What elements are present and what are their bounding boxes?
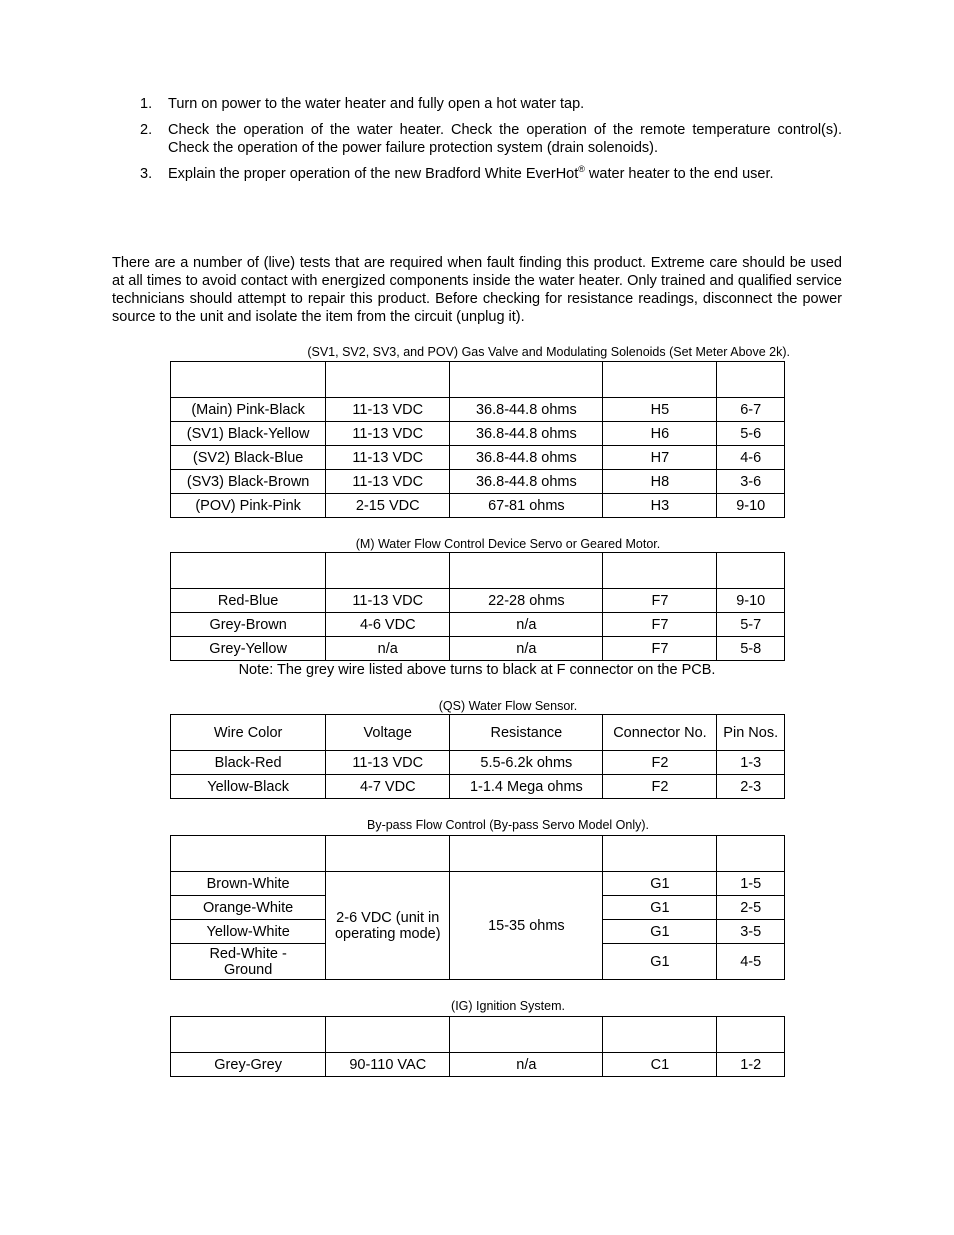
table-cell: Red-Blue [171,589,326,613]
step-number: 3. [140,166,153,182]
step-2 [112,121,842,157]
step-3 [112,165,842,183]
gas-valve-table [170,361,785,518]
table-cell: Grey-Brown [171,613,326,637]
table-cell: H8 [603,470,717,494]
table-cell: 5.5-6.2k ohms [450,751,603,775]
table-cell: n/a [450,637,603,661]
step-1 [112,95,842,113]
table-cell: 1-2 [717,1053,785,1077]
flow-control-table [170,552,785,661]
table-cell: 1-5 [717,872,785,896]
table-cell: (SV1) Black-Yellow [171,422,326,446]
table-cell: Yellow-White [171,920,326,944]
flow-sensor-table [170,714,785,799]
table-cell: 2-5 [717,896,785,920]
bypass-voltage: 2-6 VDC (unit in operating mode) [326,872,450,980]
table-cell: 36.8-44.8 ohms [450,422,603,446]
table-cell: 90-110 VAC [326,1053,450,1077]
table-cell: H5 [603,398,717,422]
table2-caption: (M) Water Flow Control Device Servo or Geared Motor. [355,537,661,551]
table-cell: 4-7 VDC [326,775,450,799]
table-cell: Grey-Grey [171,1053,326,1077]
table-row [171,422,785,446]
table-cell: 3-5 [717,920,785,944]
table4-caption: By-pass Flow Control (By-pass Servo Model Only). [366,818,650,832]
table-header-row [171,836,785,872]
header-pin: Pin Nos. [717,715,785,751]
step-text: Explain the proper operation of the new Bradford White EverHot [168,166,579,182]
table-cell: (Main) Pink-Black [171,398,326,422]
table-cell: F2 [603,751,717,775]
header-resistance: Resistance [450,715,603,751]
table-cell: 22-28 ohms [450,589,603,613]
table3-caption: (QS) Water Flow Sensor. [438,699,578,713]
table-header-row [171,362,785,398]
table-row [171,613,785,637]
table-cell: 11-13 VDC [326,751,450,775]
table-cell: G1 [603,920,717,944]
table-cell: 4-6 VDC [326,613,450,637]
table-cell: n/a [326,637,450,661]
table-cell: 1-1.4 Mega ohms [450,775,603,799]
table-cell: G1 [603,872,717,896]
table-row [171,1053,785,1077]
header-connector: Connector No. [603,715,717,751]
table-cell: 1-3 [717,751,785,775]
table-cell: Brown-White [171,872,326,896]
table-cell: 4-6 [717,446,785,470]
table-row [171,751,785,775]
table-cell: H6 [603,422,717,446]
table-row [171,775,785,799]
bypass-table [170,835,785,980]
bypass-resistance: 15-35 ohms [450,872,603,980]
table-row [171,637,785,661]
table-cell: 36.8-44.8 ohms [450,398,603,422]
table-cell: G1 [603,944,717,980]
table-cell: 2-3 [717,775,785,799]
table-cell: 11-13 VDC [326,398,450,422]
table-cell: 5-8 [717,637,785,661]
step-number: 2. [140,122,153,138]
table-cell: 11-13 VDC [326,446,450,470]
table-cell: Orange-White [171,896,326,920]
table-cell: H3 [603,494,717,518]
table-cell: (SV2) Black-Blue [171,446,326,470]
table-cell: (POV) Pink-Pink [171,494,326,518]
table-header-row [171,715,785,751]
table-cell: (SV3) Black-Brown [171,470,326,494]
step-text-end: water heater to the end user. [584,166,774,182]
table-cell: n/a [450,613,603,637]
table-cell: 11-13 VDC [326,470,450,494]
table-cell: n/a [450,1053,603,1077]
table-cell: 67-81 ohms [450,494,603,518]
table-cell: C1 [603,1053,717,1077]
table-cell: 9-10 [717,589,785,613]
table-cell: F7 [603,637,717,661]
grey-wire-note: Note: The grey wire listed above turns to black at F connector on the PCB. [238,662,716,678]
table-cell: 11-13 VDC [326,589,450,613]
safety-paragraph: There are a number of (live) tests that are required when fault finding this product. Extreme care should be used at all times to avoid contact with energized components inside the water heater. Only trained and qualified service technicians should attempt to repair this product. Before checking for resistance readings, disconnect the power source to the unit and isolate the item from the circuit (unplug it). [112,255,842,325]
table-row [171,398,785,422]
table-cell: Grey-Yellow [171,637,326,661]
table-cell: 9-10 [717,494,785,518]
table-header-row [171,553,785,589]
table-cell: 11-13 VDC [326,422,450,446]
table-cell: G1 [603,896,717,920]
table-cell: Black-Red [171,751,326,775]
table-row [171,446,785,470]
table-row [171,872,785,896]
startup-steps [112,95,842,191]
table-cell: F7 [603,613,717,637]
ignition-table [170,1016,785,1077]
table1-caption: (SV1, SV2, SV3, and POV) Gas Valve and Modulating Solenoids (Set Meter Above 2k). [307,345,790,359]
table-cell: 5-7 [717,613,785,637]
table-cell: 4-5 [717,944,785,980]
table5-caption: (IG) Ignition System. [451,999,565,1013]
table-row [171,470,785,494]
step-number: 1. [140,96,153,112]
table-cell: 6-7 [717,398,785,422]
table-cell: 5-6 [717,422,785,446]
table-cell: F7 [603,589,717,613]
table-cell: Red-White - Ground [171,944,326,980]
header-voltage: Voltage [326,715,450,751]
registered-mark: ® [578,164,585,175]
header-wire-color: Wire Color [171,715,326,751]
table-cell: F2 [603,775,717,799]
step-text: Check the operation of the water heater. Check the operation of the remote temperature control(s). Check the operation of the power failure protection system (drain solenoids). [168,122,842,156]
table-cell: 2-15 VDC [326,494,450,518]
table-row [171,589,785,613]
table-cell: H7 [603,446,717,470]
table-cell: 3-6 [717,470,785,494]
table-row [171,494,785,518]
step-text: Turn on power to the water heater and fully open a hot water tap. [168,96,585,112]
table-header-row [171,1017,785,1053]
table-cell: Yellow-Black [171,775,326,799]
table-cell: 36.8-44.8 ohms [450,446,603,470]
table-cell: 36.8-44.8 ohms [450,470,603,494]
